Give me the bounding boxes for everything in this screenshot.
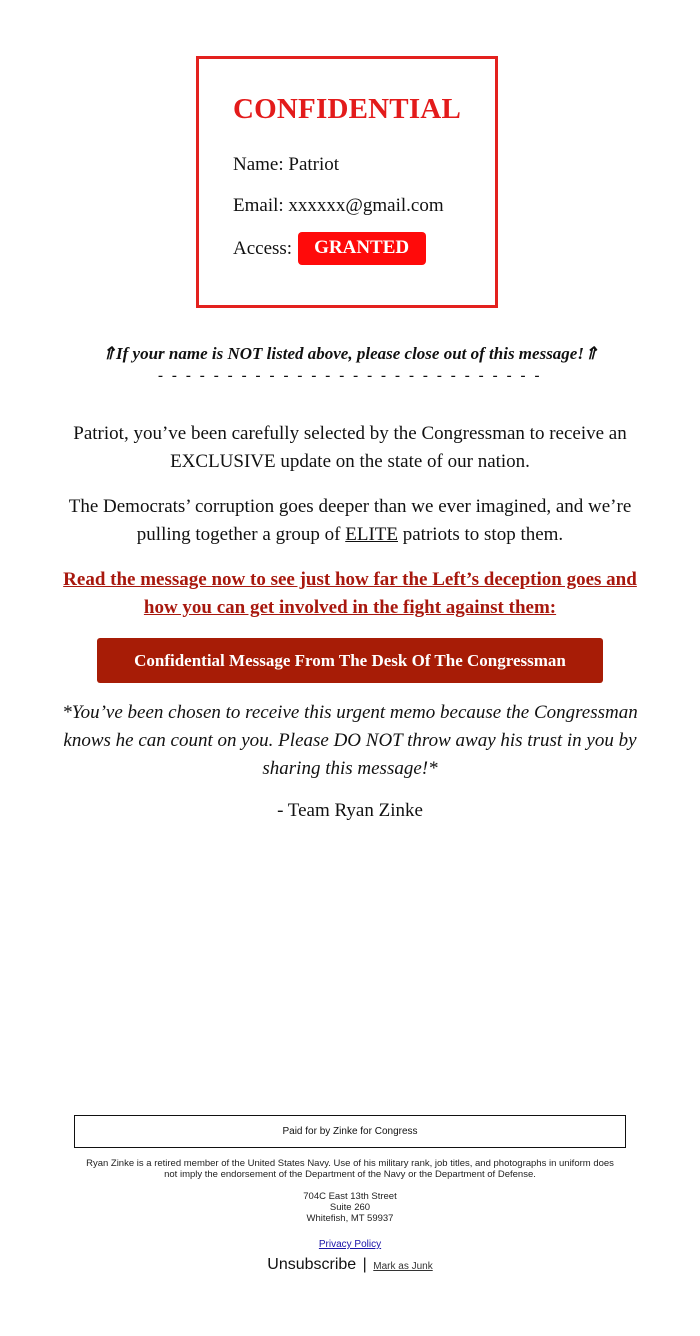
- signature: - Team Ryan Zinke: [277, 800, 423, 821]
- mark-as-junk-link[interactable]: Mark as Junk: [373, 1261, 433, 1272]
- unsubscribe-row: [0, 1256, 700, 1274]
- dash-divider: - - - - - - - - - - - - - - - - - - - - - - - - - - - -: [157, 368, 543, 384]
- military-disclaimer: Ryan Zinke is a retired member of the United States Navy. Use of his military rank, job titles, and photographs in uniform does not imply the endorsement of the Department of the Navy or the Department of Defense.: [86, 1158, 614, 1180]
- memo-paragraph: *You’ve been chosen to receive this urgent memo because the Congressman knows he can count on you. Please DO NOT throw away his trust in you by sharing this message!*: [62, 702, 638, 779]
- read-message-link[interactable]: Read the message now to see just how far the Left’s deception goes and how you can get involved in the fight against them:: [63, 569, 637, 618]
- link-separator: |: [362, 1256, 367, 1273]
- access-label: Access:: [233, 237, 293, 259]
- granted-badge: GRANTED: [298, 232, 426, 265]
- corruption-text-end: patriots to stop them.: [398, 524, 564, 545]
- mailing-address: [0, 1191, 700, 1224]
- access-line: [233, 232, 426, 265]
- unsubscribe-link[interactable]: Unsubscribe: [267, 1256, 357, 1273]
- address-line: 704C East 13th Street: [303, 1191, 397, 1202]
- privacy-row: [0, 1239, 700, 1250]
- corruption-text-start: The Democrats’ corruption goes deeper than we ever imagined, and we’re pulling together a group of: [68, 496, 632, 545]
- address-line: Suite 260: [329, 1202, 371, 1213]
- intro-paragraph: Patriot, you’ve been carefully selected by the Congressman to receive an EXCLUSIVE update on the state of our nation.: [73, 423, 627, 472]
- paid-for-box: Paid for by Zinke for Congress: [74, 1115, 626, 1148]
- confidential-box: [196, 56, 498, 308]
- name-line: Name: Patriot: [233, 154, 340, 175]
- address-line: Whitefish, MT 59937: [306, 1213, 394, 1224]
- confidential-title: CONFIDENTIAL: [233, 93, 461, 125]
- email-line: Email: xxxxxx@gmail.com: [233, 195, 444, 216]
- confidential-message-button[interactable]: Confidential Message From The Desk Of The Congressman: [97, 638, 603, 683]
- elite-text: ELITE: [345, 524, 398, 545]
- corruption-paragraph: [60, 493, 640, 549]
- privacy-policy-link[interactable]: Privacy Policy: [318, 1239, 382, 1250]
- name-warning: ⇑If your name is NOT listed above, please close out of this message!⇑: [101, 344, 599, 363]
